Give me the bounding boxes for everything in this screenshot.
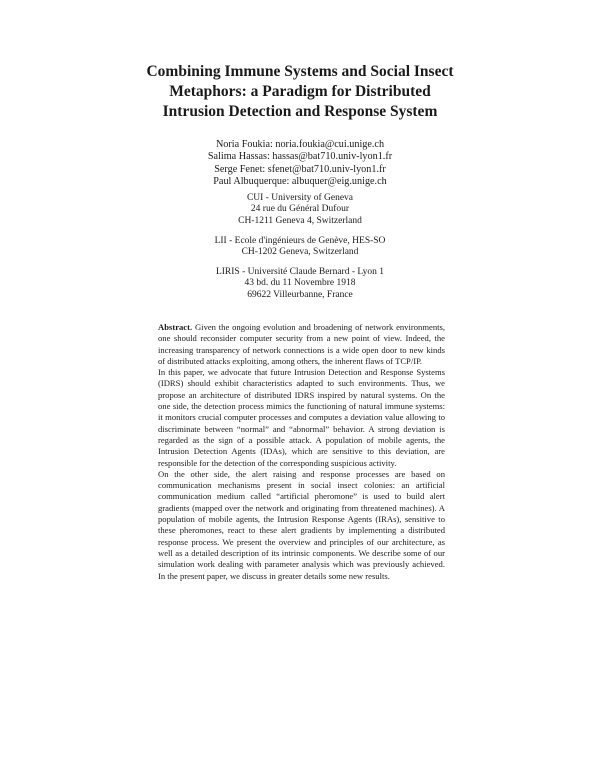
abstract-paragraph-2: In this paper, we advocate that future Intrusion Detection and Response Systems (IDRS) should exhibit characteristics adapted to such environments. Thus, we propose an architecture of distributed IDRS inspired by natural systems. On the one side, the detection process mimics the functioning of natural immune systems: it monitors crucial computer processes and computes a deviation value allowing to discriminate between “normal” and “abnormal” behavior. A strong deviation is regarded as the sign of a possible attack. A population of mobile agents, the Intrusion Detection Agents (IDAs), which are sensitive to this deviation, are responsible for the detection of the corresponding suspicious activity. bbox=[158, 367, 445, 468]
affiliation-line: 69622 Villeurbanne, France bbox=[247, 289, 353, 300]
affiliation-line: CUI - University of Geneva bbox=[246, 193, 354, 203]
affiliation-cui bbox=[150, 193, 450, 227]
title-line: Metaphors: a Paradigm for Distributed bbox=[169, 83, 431, 100]
author-list bbox=[150, 139, 450, 188]
affiliation-liris bbox=[150, 267, 450, 301]
author: Noria Foukia: noria.foukia@cui.unige.ch bbox=[215, 139, 385, 150]
affiliation-line: LII - Ecole d'ingénieurs de Genève, HES-SO bbox=[214, 236, 386, 246]
affiliation-line: 43 bd. du 11 Novembre 1918 bbox=[244, 278, 356, 289]
paper-title bbox=[120, 62, 480, 122]
abstract-paragraph-3: On the other side, the alert raising and response processes are based on communication mechanisms present in social insect colonies: an artificial communication medium called “artificial pheromone” is used to build alert gradients (mapped over the network and originating from threatened machines). A population of mobile agents, the Intrusion Response Agents (IRAs), sensitive to these pheromones, react to these alert gradients by implementing a distributed response process. We present the overview and principles of our architecture, as well as a detailed description of its intrinsic components. We describe some of our simulation work dealing with parameter analysis which was previously achieved. In the present paper, we discuss in greater details some new results. bbox=[158, 468, 445, 581]
affiliation-lii bbox=[150, 236, 450, 259]
author: Salima Hassas: hassas@bat710.univ-lyon1.fr bbox=[207, 151, 393, 163]
abstract bbox=[158, 322, 445, 582]
affiliation-line: LIRIS - Université Claude Bernard - Lyon 1 bbox=[215, 267, 385, 277]
affiliation-line: 24 rue du Général Dufour bbox=[250, 204, 350, 215]
title-line: Combining Immune Systems and Social Insect bbox=[146, 63, 454, 80]
author: Serge Fenet: sfenet@bat710.univ-lyon1.fr bbox=[214, 163, 386, 175]
abstract-heading: Abstract. bbox=[158, 322, 193, 332]
title-line: Intrusion Detection and Response System bbox=[162, 103, 438, 120]
abstract-paragraph-1 bbox=[158, 322, 445, 367]
abstract-text: Given the ongoing evolution and broadening of network environments, one should reconsider computer security from a new point of view. Indeed, the increasing transparency of network connections is a wide open door to new kinds of distributed attacks exploiting, among others, the inherent flaws of TCP/IP. bbox=[158, 322, 445, 366]
affiliation-line: CH-1202 Geneva, Switzerland bbox=[241, 247, 359, 258]
author: Paul Albuquerque: albuquer@eig.unige.ch bbox=[213, 175, 387, 187]
affiliation-line: CH-1211 Geneva 4, Switzerland bbox=[238, 215, 362, 226]
